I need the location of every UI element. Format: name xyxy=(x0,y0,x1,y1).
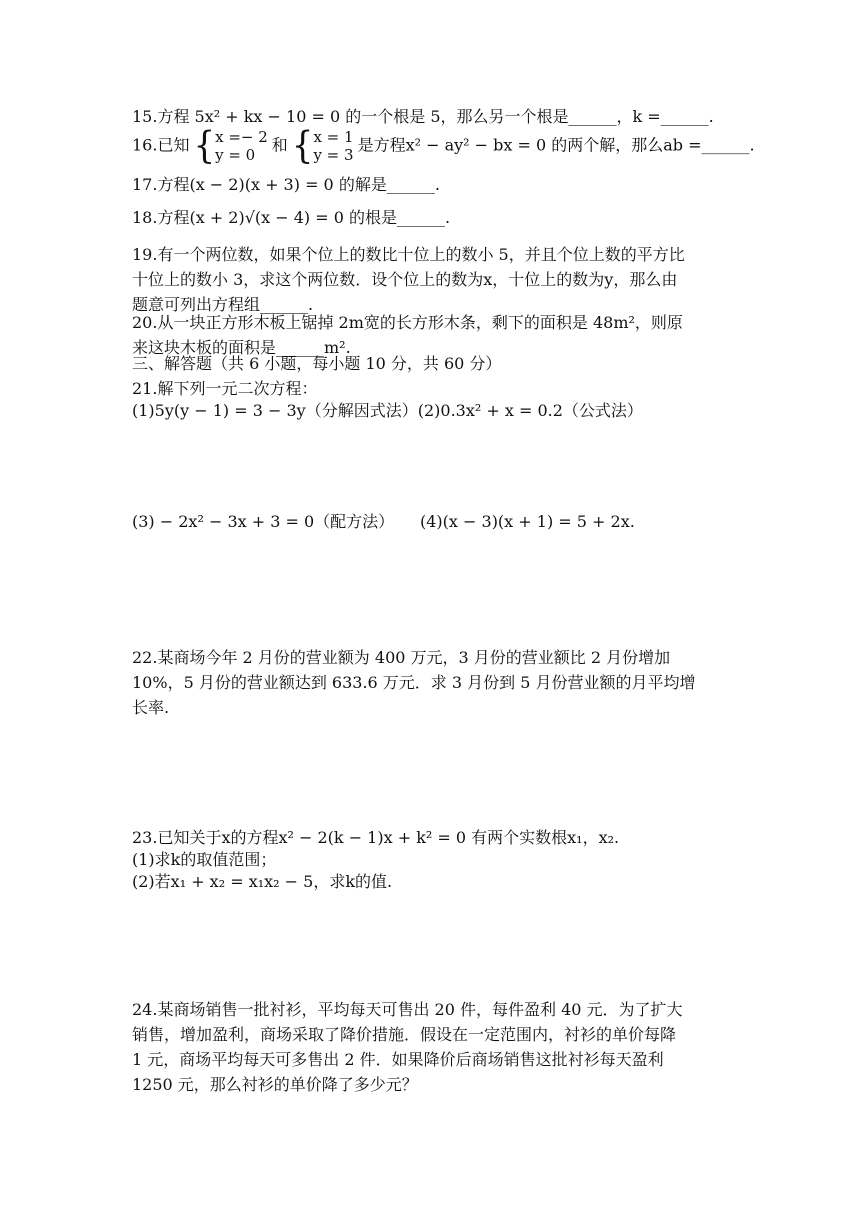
q23-part2: (2)若x₁ + x₂ = x₁x₂ − 5，求k的值. xyxy=(132,872,393,891)
q23-part1: (1)求k的取值范围； xyxy=(132,850,277,869)
q19-line-3: 题意可列出方程组______. xyxy=(132,295,314,314)
q23-stem: 23.已知关于x的方程x² − 2(k − 1)x + k² = 0 有两个实数根x₁，x₂. xyxy=(132,828,620,847)
q19-paragraph xyxy=(132,242,732,317)
q22-line-2: 10%，5 月份的营业额达到 633.6 万元．求 3 月份到 5 月份营业额的月平均增 xyxy=(132,673,696,692)
q17-line: 17.方程(x − 2)(x + 3) = 0 的解是______. xyxy=(132,175,440,194)
q24-line-1: 24.某商场销售一批衬衫，平均每天可售出 20 件，每件盈利 40 元．为了扩大 xyxy=(132,1000,683,1019)
q16-suffix: 是方程x² − ay² − bx = 0 的两个解，那么ab =______. xyxy=(357,135,755,155)
q15-line: 15.方程 5x² + kx − 10 = 0 的一个根是 5，那么另一个根是______，k =______. xyxy=(132,107,714,126)
q24-line-4: 1250 元，那么衬衫的单价降了多少元？ xyxy=(132,1075,418,1094)
q22-line-1: 22.某商场今年 2 月份的营业额为 400 万元，3 月份的营业额比 2 月份增加 xyxy=(132,648,671,667)
q19-line-1: 19.有一个两位数，如果个位上的数比十位上的数小 5，并且个位上数的平方比 xyxy=(132,245,685,264)
q21-title: 21.解下列一元二次方程： xyxy=(132,379,318,398)
q19-line-2: 十位上的数小 3，求这个两位数．设个位上的数为x，十位上的数为y，那么由 xyxy=(132,270,678,289)
sys1-row1: x =− 2 xyxy=(215,128,268,146)
q24-line-3: 1 元，商场平均每天可多售出 2 件．如果降价后商场销售这批衬衫每天盈利 xyxy=(132,1050,664,1069)
q21-row1: (1)5y(y − 1) = 3 − 3y（分解因式法）(2)0.3x² + x = 0.2（公式法） xyxy=(132,401,643,420)
sys1-row2: y = 0 xyxy=(215,146,256,164)
q18-line: 18.方程(x + 2)√(x − 4) = 0 的根是______. xyxy=(132,208,451,227)
equation-system-1 xyxy=(193,124,268,168)
q20-line-1: 20.从一块正方形木板上锯掉 2m宽的长方形木条，剩下的面积是 48m²，则原 xyxy=(132,313,683,332)
brace-icon: { xyxy=(193,124,216,168)
equation-system-2 xyxy=(291,124,354,168)
q22-line-3: 长率. xyxy=(132,698,170,717)
q16-prefix: 16.已知 xyxy=(132,135,190,155)
brace-icon: { xyxy=(291,124,314,168)
section-heading: 三、解答题（共 6 小题，每小题 10 分，共 60 分） xyxy=(132,354,502,373)
q16-mid: 和 xyxy=(271,135,288,155)
q21-row2a: (3) − 2x² − 3x + 3 = 0（配方法） xyxy=(132,512,395,531)
q24-line-2: 销售，增加盈利，商场采取了降价措施．假设在一定范围内，衬衫的单价每降 xyxy=(132,1025,677,1044)
q21-row2b: (4)(x − 3)(x + 1) = 5 + 2x. xyxy=(420,512,635,531)
q24-paragraph xyxy=(132,997,732,1097)
sys2-row1: x = 1 xyxy=(313,128,354,146)
q20-line-2: 来这块木板的面积是______m². xyxy=(132,338,351,357)
sys2-row2: y = 3 xyxy=(313,146,354,164)
q22-paragraph xyxy=(132,645,732,720)
q16-line xyxy=(132,124,755,168)
